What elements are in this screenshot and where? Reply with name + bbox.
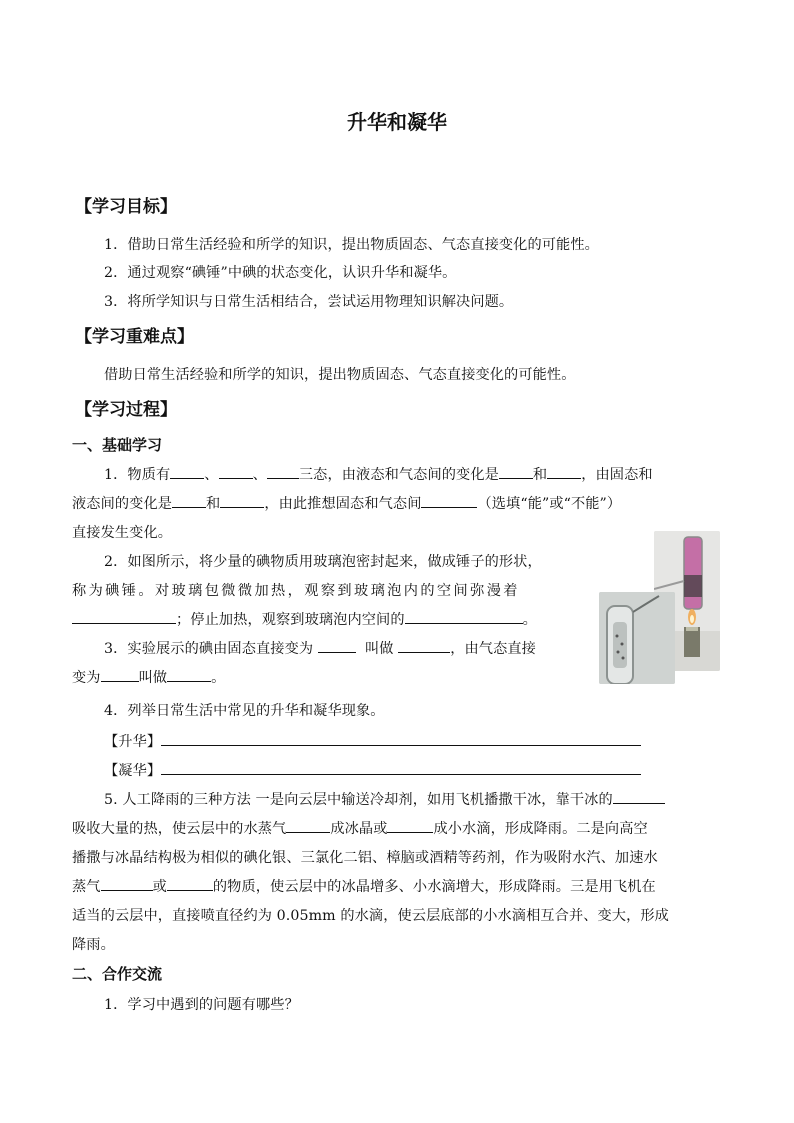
q1-line-3: 直接发生变化。: [72, 525, 173, 541]
objective-item-1: 1．借助日常生活经验和所学的知识，提出物质固态、气态直接变化的可能性。: [104, 237, 599, 253]
q1-line-2: 液态间的变化是 和 ，由此推想固态和气态间 （选填“能”或“不能”）: [72, 493, 621, 513]
page-title: 升华和凝华: [347, 110, 447, 134]
objectives-heading: 【学习目标】: [75, 197, 177, 217]
q4-sublimation: 【升华】: [104, 731, 641, 751]
q4-deposition: 【凝华】: [104, 760, 641, 780]
q1-line-1: 1．物质有 、 、 三态，由液态和气态间的变化是 和 ，由固态和: [104, 464, 653, 484]
q5-line-3: 播撒与冰晶结构极为相似的碘化银、三氯化二铝、樟脑或酒精等药剂，作为吸附水汽、加速水: [72, 850, 658, 866]
q5-line-2: 吸收大量的热，使云层中的水蒸气 成冰晶或 成小水滴，形成降雨。二是向高空: [72, 818, 648, 838]
coop-question-1: 1．学习中遇到的问题有哪些？: [104, 997, 299, 1013]
process-heading: 【学习过程】: [75, 400, 177, 420]
coop-heading: 二、合作交流: [72, 965, 163, 983]
q3-line-2: 变为 叫做 。: [72, 667, 225, 687]
q2-line-2: 称为碘锤。对玻璃包微微加热，观察到玻璃泡内的空间弥漫着: [72, 583, 520, 599]
q5-line-1: 5. 人工降雨的三种方法 一是向云层中输送冷却剂，如用飞机播撒干冰，靠干冰的: [104, 789, 665, 809]
q5-line-4: 蒸气 或 的物质，使云层中的冰晶增多、小水滴增大，形成降雨。三是用飞机在: [72, 876, 656, 896]
q5-line-6: 降雨。: [72, 937, 115, 953]
q5-line-5: 适当的云层中，直接喷直径约为 0.05mm 的水滴，使云层底部的小水滴相互合并、变大，形成: [72, 908, 669, 924]
keypoints-heading: 【学习重难点】: [75, 327, 194, 347]
basic-learning-heading: 一、基础学习: [72, 436, 163, 454]
q3-line-1: 3．实验展示的碘由固态直接变为 叫做 ，由气态直接: [104, 638, 536, 658]
q2-line-1: 2．如图所示，将少量的碘物质用玻璃泡密封起来，做成锤子的形状，: [104, 554, 542, 570]
objective-item-2: 2．通过观察“碘锤”中碘的状态变化，认识升华和凝华。: [104, 265, 457, 281]
q4-text: 4．列举日常生活中常见的升华和凝华现象。: [104, 703, 385, 719]
objective-item-3: 3．将所学知识与日常生活相结合，尝试运用物理知识解决问题。: [104, 294, 514, 310]
keypoints-text: 借助日常生活经验和所学的知识，提出物质固态、气态直接变化的可能性。: [104, 367, 576, 383]
q2-line-3: ；停止加热，观察到玻璃泡内空间的 。: [72, 609, 537, 629]
iodine-hammer-photo: [599, 592, 675, 684]
